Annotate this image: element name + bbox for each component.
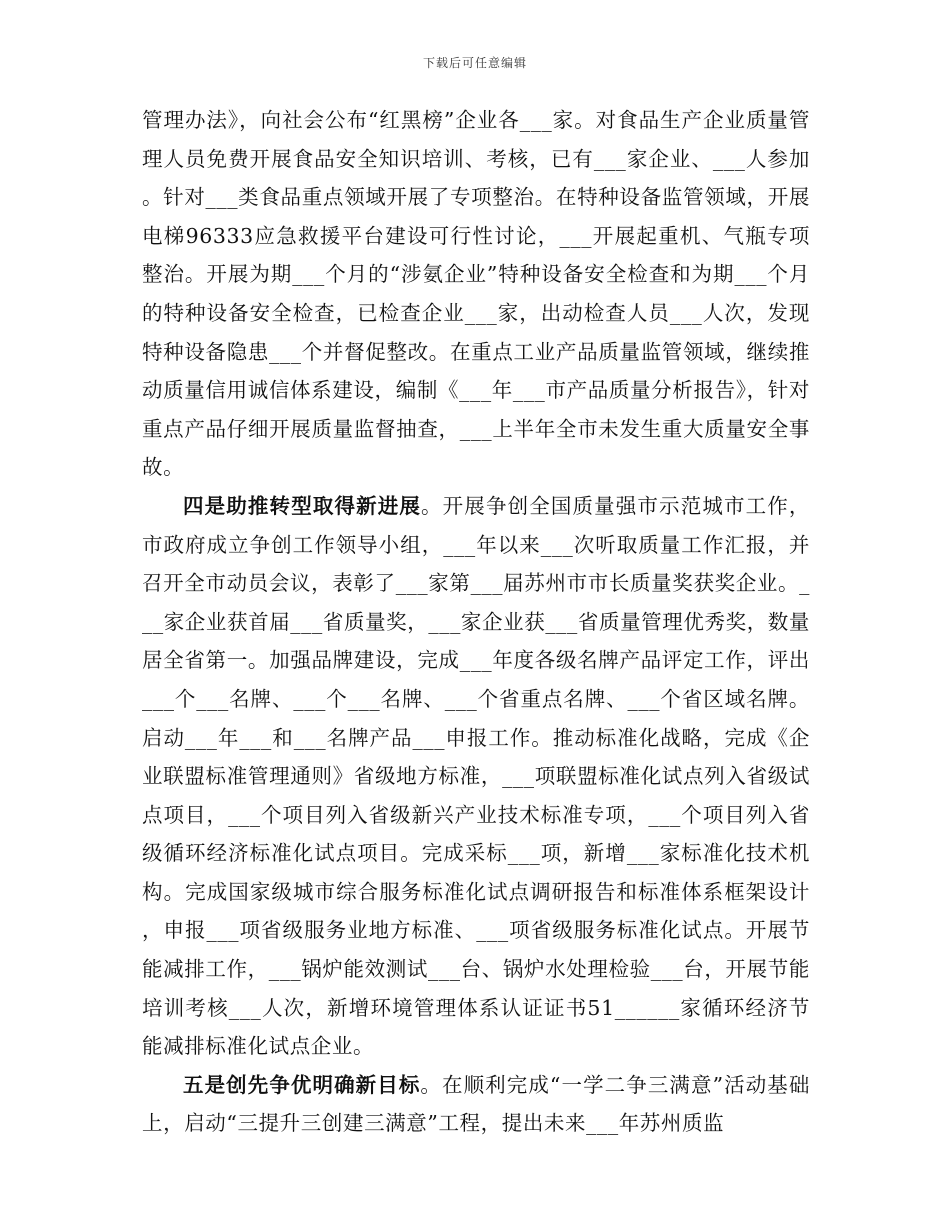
document-body xyxy=(142,101,810,1143)
paragraph-text: 。开展争创全国质量强市示范城市工作，市政府成立争创工作领导小组，___年以来___次听取质量工作汇报，并召开全市动员会议，表彰了___家第___届苏州市市长质量奖获奖企业。___家企业获首届___省质量奖，___家企业获___省质量管理优秀奖，数量居全省第一。加强品牌建设，完成___年度各级名牌产品评定工作，评出___个___名牌、___个___名牌、___个省重点名牌、___个省区域名牌。启动___年___和___名牌产品___申报工作。推动标准化战略，完成《企业联盟标准管理通则》省级地方标准，___项联盟标准化试点列入省级试点项目，___个项目列入省级新兴产业技术标准专项，___个项目列入省级循环经济标准化试点项目。完成采标___项，新增___家标准化技术机构。完成国家级城市综合服务标准化试点调研报告和标准体系框架设计，申报___项省级服务业地方标准、___项省级服务标准化试点。开展节能减排工作，___锅炉能效测试___台、锅炉水处理检验___台，开展节能培训考核___人次，新增环境管理体系认证证书51______家循环经济节能减排标准化试点企业。 xyxy=(142,493,810,1059)
paragraph-text: 管理办法》，向社会公布“红黑榜”企业各___家。对食品生产企业质量管理人员免费开展食品安全知识培训、考核，已有___家企业、___人参加。针对___类食品重点领域开展了专项整治。在特种设备监管领域，开展电梯96333应急救援平台建设可行性讨论，___开展起重机、气瓶专项整治。开展为期___个月的“涉氨企业”特种设备安全检查和为期___个月的特种设备安全检查，已检查企业___家，出动检查人员___人次，发现特种设备隐患___个并督促整改。在重点工业产品质量监管领域，继续推动质量信用诚信体系建设，编制《___年___市产品质量分析报告》，针对重点产品仔细开展质量监督抽查，___上半年全市未发生重大质量安全事故。 xyxy=(142,108,810,480)
paragraph-text: 。在顺利完成“一学二争三满意”活动基础上，启动“三提升三创建三满意”工程，提出未来___年苏州质监 xyxy=(142,1072,810,1136)
paragraph-heading: 五是创先争优明确新目标 xyxy=(183,1072,421,1097)
paragraph-heading: 四是助推转型取得新进展 xyxy=(183,493,422,518)
page-header: 下载后可任意编辑 xyxy=(422,56,527,70)
paragraph-quality-supervision xyxy=(142,101,810,487)
paragraph-new-goals xyxy=(142,1066,810,1143)
paragraph-transformation-progress xyxy=(142,487,810,1066)
